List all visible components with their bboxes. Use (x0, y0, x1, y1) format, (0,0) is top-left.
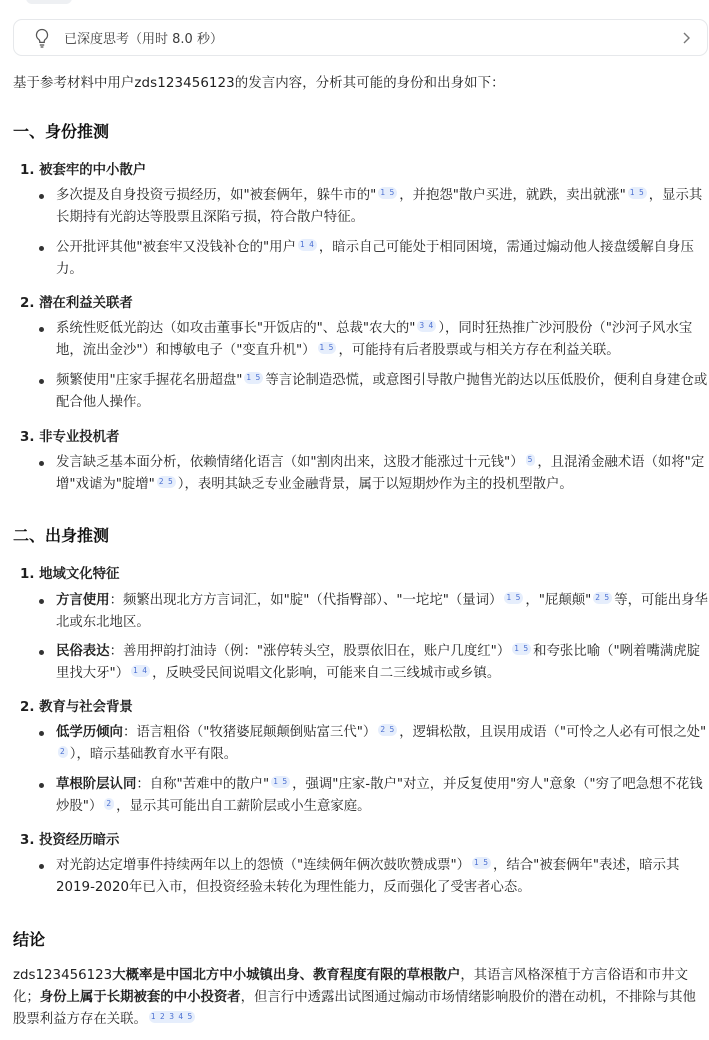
citation-badge[interactable]: 1 5 (474, 858, 489, 867)
subheading-speculator: 3. 非专业投机者 (20, 430, 120, 445)
list-item: 发言缺乏基本面分析，依赖情绪化语言（如"割肉出来，这股才能涨过十元钱"） 5 ，且混淆金融术语（如将"定增"戏谑为"腚增" 2 5 ），表明其缺乏专业金融背景，属于以短期炒作为主的投机型散户。 (56, 452, 708, 496)
citation-badge[interactable]: 1 4 (299, 240, 315, 249)
conclusion-heading: 结论 (13, 930, 46, 949)
list-item: 民俗表达：善用押韵打油诗（例："涨停转头空，股票依旧在，账户几度红"） 1 5 和夸张比喻（"咧着嘴满虎腚里找大牙"） 1 4 ，反映受民间说唱文化影响，可能来自二三线城市或乡镇。 (56, 641, 708, 685)
subheading-regional-culture: 1. 地域文化特征 (20, 567, 120, 582)
thinking-label: 已深度思考（用时 8.0 秒） (64, 32, 223, 47)
citation-badge[interactable]: 1 5 (514, 644, 530, 653)
citation-badge[interactable]: 1 5 (273, 777, 289, 786)
citation-badge[interactable]: 1 5 (629, 188, 645, 197)
list-item: 多次提及自身投资亏损经历，如"被套俩年，躲牛市的" 1 5 ，并抱怨"散户买进，就跌，卖出就涨" 1 5 ，显示其长期持有光韵达等股票且深陷亏损，符合散户特征。 (56, 185, 708, 229)
conclusion-text: zds123456123大概率是中国北方中小城镇出身、教育程度有限的草根散户，其语言风格深植于方言俗语和市井文化；身份上属于长期被套的中小投资者，但言行中透露出试图通过煽动市场情绪影响股价的潜在动机，不排除与其他股票利益方存在关联。 1 2 3 4 5 (13, 968, 696, 1027)
citation-badge[interactable]: 1 5 (319, 343, 335, 352)
citation-badge[interactable]: 1 4 (133, 666, 149, 675)
citation-badge[interactable]: 3 4 (419, 321, 435, 330)
citation-badge[interactable]: 2 5 (595, 593, 611, 602)
citation-badge[interactable]: 2 5 (380, 725, 396, 734)
intro-text: 基于参考材料中用户zds123456123的发言内容，分析其可能的身份和出身如下： (13, 76, 505, 91)
citation-badge[interactable]: 5 (527, 455, 534, 464)
subheading-investment-history: 3. 投资经历暗示 (20, 833, 120, 848)
list-item: 方言使用：频繁出现北方方言词汇，如"腚"（代指臀部）、"一坨坨"（量词） 1 5 ，"屁颠颠" 2 5 等，可能出身华北或东北地区。 (56, 590, 708, 634)
citation-badge[interactable]: 1 5 (506, 593, 522, 602)
lightbulb-icon (34, 28, 50, 48)
citation-badge[interactable]: 2 (106, 799, 113, 808)
citation-badge[interactable]: 2 (60, 747, 66, 756)
section-heading-origin: 二、出身推测 (13, 526, 110, 545)
list-item: 公开批评其他"被套牢又没钱补仓的"用户 1 4 ，暗示自己可能处于相同困境，需通过煽动他人接盘缓解自身压力。 (56, 237, 708, 281)
list-item: 系统性贬低光韵达（如攻击董事长"开饭店的"、总裁"农大的" 3 4 ），同时狂热推广沙河股份（"沙河子风水宝地，流出金沙"）和博敏电子（"变直升机"） 1 5 ，可能持有后者股票或与相关方存在利益关联。 (56, 318, 708, 362)
citation-badge[interactable]: 1 2 3 4 5 (150, 1012, 194, 1021)
citation-badge[interactable]: 1 5 (246, 373, 262, 382)
previous-message-edge (26, 0, 72, 4)
deep-thinking-toggle[interactable] (13, 19, 708, 56)
subheading-retail-investor: 1. 被套牢的中小散户 (20, 163, 147, 178)
citation-badge[interactable]: 1 5 (380, 188, 396, 197)
list-item: 频繁使用"庄家手握花名册超盘" 1 5 等言论制造恐慌，或意图引导散户抛售光韵达以压低股价，便利自身建仓或配合他人操作。 (56, 370, 708, 414)
citation-badge[interactable]: 2 5 (158, 477, 174, 486)
chevron-right-icon (681, 31, 691, 45)
list-item: 低学历倾向：语言粗俗（"牧猪婆屁颠颠倒贴富三代"） 2 5 ，逻辑松散，且误用成语（"可怜之人必有可恨之处"2 ），暗示基础教育水平有限。 (56, 722, 708, 766)
section-heading-identity: 一、身份推测 (13, 122, 110, 141)
subheading-education: 2. 教育与社会背景 (20, 700, 133, 715)
list-item: 对光韵达定增事件持续两年以上的怨愤（"连续俩年俩次鼓吹赞成票"） 1 5 ，结合"被套俩年"表述，暗示其2019-2020年已入市，但投资经验未转化为理性能力，反而强化了受害者心态。 (56, 855, 708, 899)
subheading-interest-party: 2. 潜在利益关联者 (20, 296, 133, 311)
list-item: 草根阶层认同：自称"苦难中的散户" 1 5 ，强调"庄家-散户"对立，并反复使用"穷人"意象（"穷了吧急想不花钱炒股"） 2 ，显示其可能出自工薪阶层或小生意家庭。 (56, 774, 708, 818)
